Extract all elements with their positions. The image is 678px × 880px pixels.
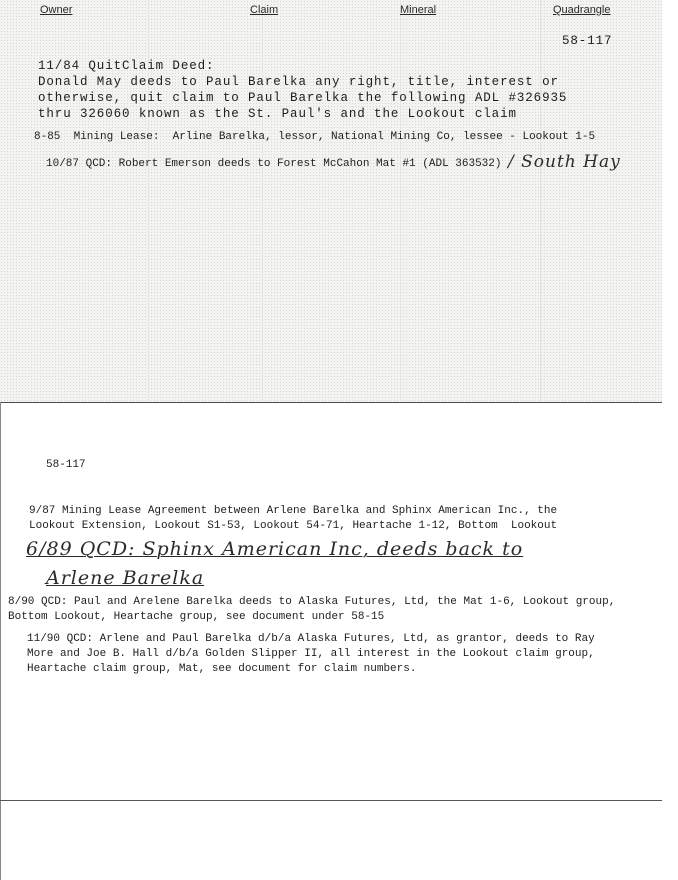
page-edge [0, 801, 1, 880]
bottom-divider [0, 800, 662, 801]
header-claim: Claim [250, 4, 279, 16]
card-entry: 8-85 Mining Lease: Arline Barelka, lessor, National Mining Co, lessee - Lookout 1-5 [34, 131, 596, 143]
card-quad-number: 58-117 [562, 34, 613, 48]
column-rule [540, 0, 541, 402]
continuation-quad-number: 58-117 [46, 459, 86, 471]
continuation-entry: 9/87 Mining Lease Agreement between Arlene Barelka and Sphinx American Inc., the [29, 505, 558, 517]
continuation-entry: Lookout Extension, Lookout S1-53, Lookout 54-71, Heartache 1-12, Bottom Lookout [29, 520, 558, 532]
continuation-entry: More and Joe B. Hall d/b/a Golden Slipper II, all interest in the Lookout claim group, [27, 648, 595, 660]
column-rule [400, 0, 401, 402]
card-header [0, 0, 662, 22]
header-owner: Owner [40, 4, 73, 16]
card-entry: thru 326060 known as the St. Paul's and the Lookout claim [38, 107, 517, 121]
continuation-entry: Heartache claim group, Mat, see document for claim numbers. [27, 663, 417, 675]
card-entry: 10/87 QCD: Robert Emerson deeds to Forest McCahon Mat #1 (ADL 363532) [46, 158, 502, 170]
card-entry: 11/84 QuitClaim Deed: [38, 59, 215, 73]
index-card [0, 0, 662, 403]
header-mineral: Mineral [400, 4, 437, 16]
right-margin [662, 0, 678, 880]
handwritten-note: / South Hay [508, 152, 621, 172]
continuation-entry: 11/90 QCD: Arlene and Paul Barelka d/b/a Alaska Futures, Ltd, as grantor, deeds to Ray [27, 633, 595, 645]
continuation-entry: 8/90 QCD: Paul and Arelene Barelka deeds to Alaska Futures, Ltd, the Mat 1-6, Lookout group, [8, 596, 616, 608]
card-entry: Donald May deeds to Paul Barelka any right, title, interest or [38, 75, 559, 89]
handwritten-entry-line-1: 6/89 QCD: Sphinx American Inc, deeds back to [26, 538, 524, 560]
card-entry: otherwise, quit claim to Paul Barelka the following ADL #326935 [38, 91, 568, 105]
column-rule [262, 0, 263, 402]
handwritten-entry-line-2: Arlene Barelka [46, 567, 205, 589]
continuation-entry: Bottom Lookout, Heartache group, see document under 58-15 [8, 611, 385, 623]
page-edge [0, 402, 1, 800]
header-quadrangle: Quadrangle [553, 4, 611, 16]
